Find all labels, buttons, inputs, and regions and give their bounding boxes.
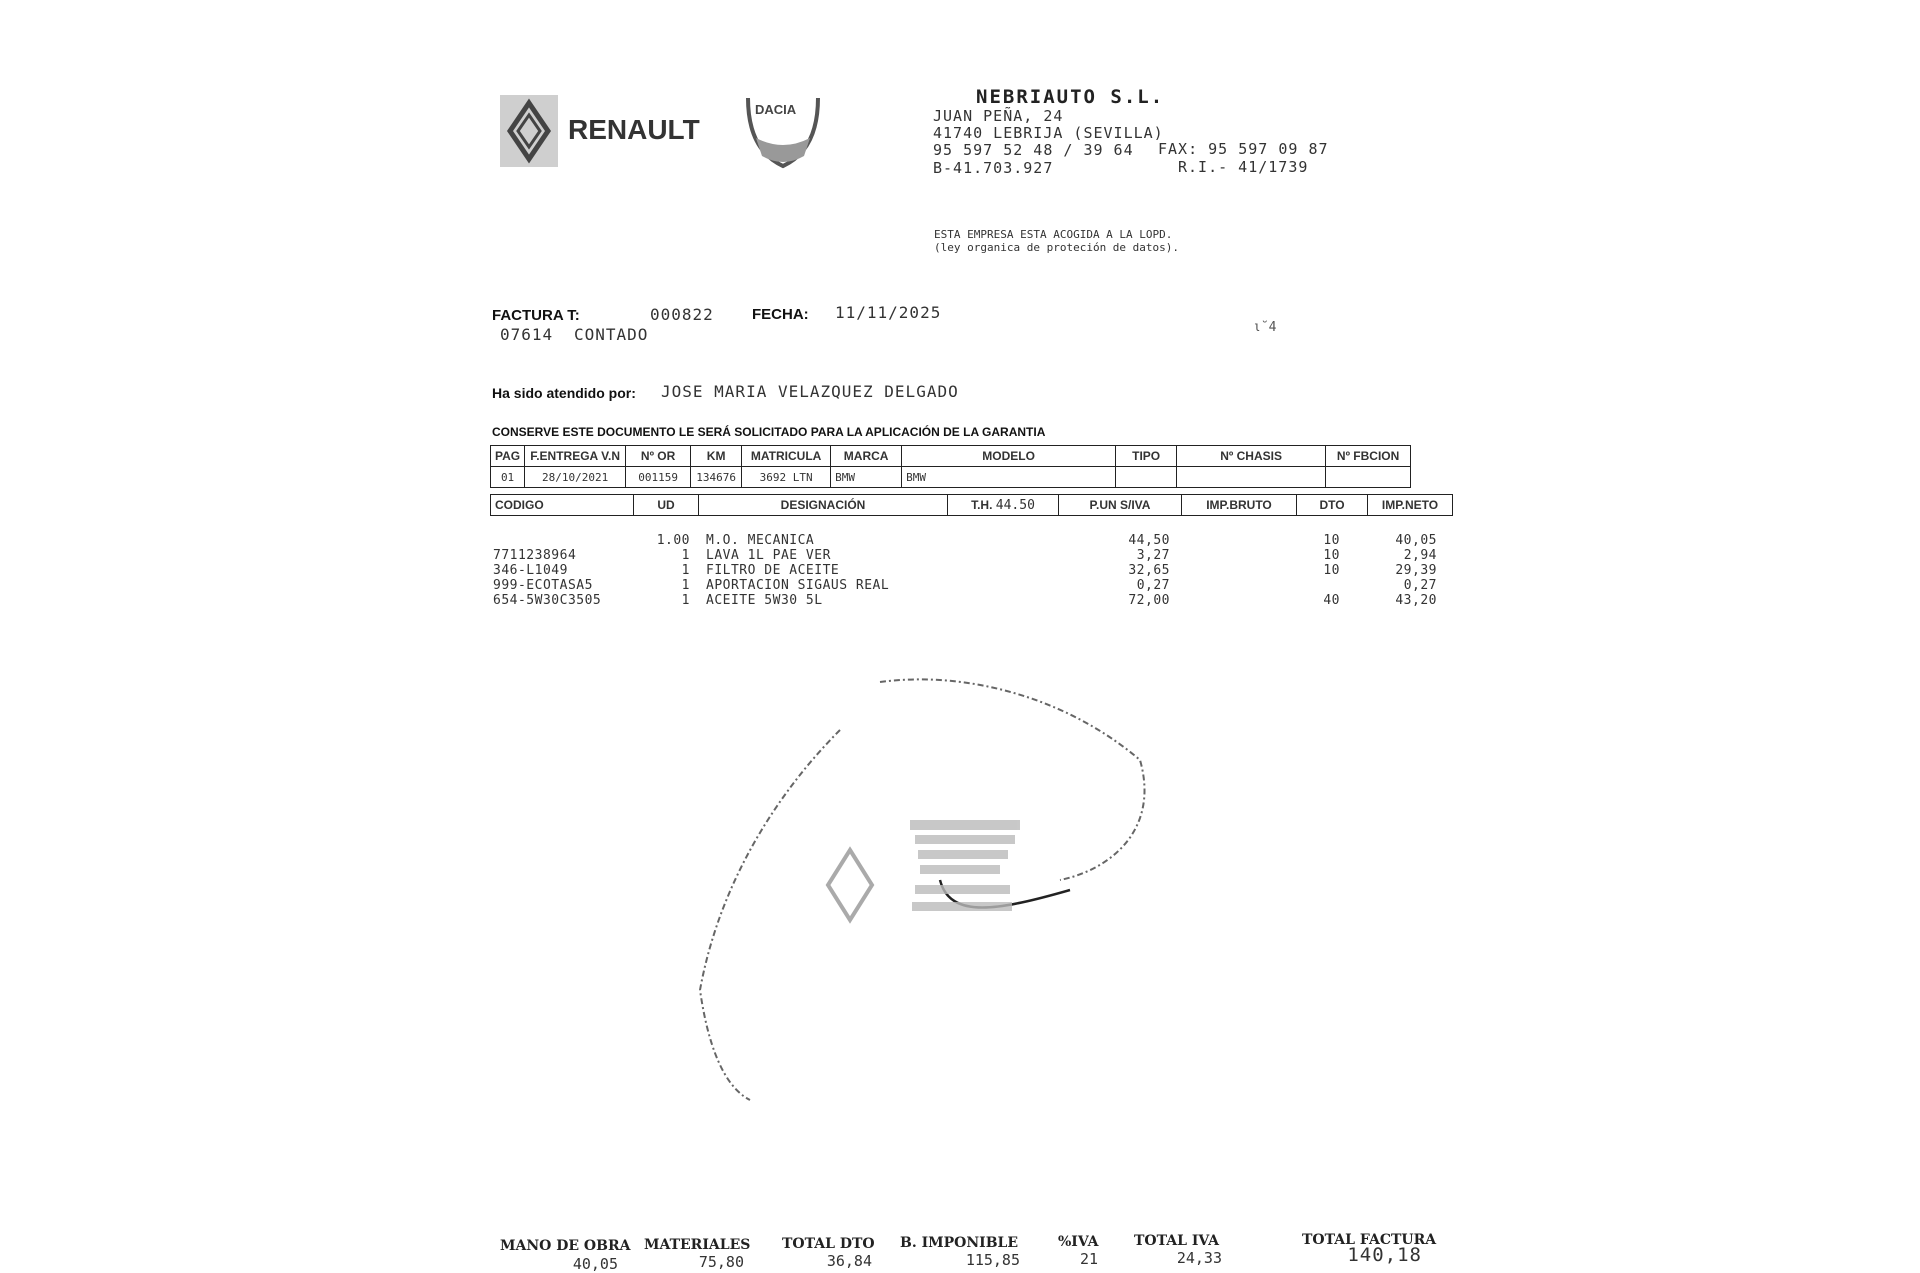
item-precio: 44,50	[1128, 533, 1170, 548]
header-tipo: TIPO	[1116, 446, 1177, 467]
item-precio: 72,00	[1128, 593, 1170, 608]
header-marca: MARCA	[831, 446, 902, 467]
fecha-label: FECHA:	[752, 306, 809, 323]
col-designacion: DESIGNACIÓN	[699, 495, 948, 516]
total-dto-value: 36,84	[826, 1252, 872, 1270]
header-chasis: Nº CHASIS	[1177, 446, 1326, 467]
company-name: NEBRIAUTO S.L.	[976, 86, 1165, 108]
header-matricula: MATRICULA	[742, 446, 831, 467]
payment-method: CONTADO	[574, 325, 649, 344]
total-iva-label: TOTAL IVA	[1134, 1233, 1220, 1249]
fecha-value: 11/11/2025	[835, 303, 942, 322]
item-neto: 43,20	[1395, 593, 1437, 608]
warranty-notice: CONSERVE ESTE DOCUMENTO LE SERÁ SOLICITADO PARA LA APLICACIÓN DE LA GARANTIA	[492, 425, 1046, 439]
item-dto: 10	[1323, 548, 1340, 563]
col-neto: IMP.NETO	[1368, 495, 1453, 516]
item-designacion: APORTACION SIGAUS REAL	[706, 578, 890, 593]
item-dto: 10	[1323, 533, 1340, 548]
col-th	[948, 495, 1059, 516]
item-precio: 3,27	[1136, 548, 1170, 563]
total-factura-value: 140,18	[1347, 1244, 1422, 1266]
item-designacion: ACEITE 5W30 5L	[706, 593, 823, 608]
row-or: 001159	[626, 467, 691, 488]
item-dto: 40	[1323, 593, 1340, 608]
company-phone: 95 597 52 48 / 39 64	[933, 141, 1134, 159]
col-th-value: 44.50	[995, 497, 1035, 513]
attended-label: Ha sido atendido por:	[492, 385, 636, 401]
base-imponible-label: B. IMPONIBLE	[900, 1235, 1019, 1251]
lopd-notice-line1: ESTA EMPRESA ESTA ACOGIDA A LA LOPD.	[934, 228, 1173, 241]
item-designacion: LAVA 1L PAE VER	[706, 548, 831, 563]
item-designacion: M.O. MECANICA	[706, 533, 815, 548]
header-pag: PAG	[491, 446, 525, 467]
item-codigo: 654-5W30C3505	[493, 593, 602, 608]
vehicle-info-table	[490, 445, 1411, 488]
col-codigo: CODIGO	[491, 495, 634, 516]
mano-obra-label: MANO DE OBRA	[500, 1238, 631, 1254]
col-ud: UD	[634, 495, 699, 516]
item-neto: 29,39	[1395, 563, 1437, 578]
item-ud: 1	[681, 578, 690, 593]
total-iva-value: 24,33	[1176, 1249, 1222, 1267]
row-matricula: 3692 LTN	[742, 467, 831, 488]
renault-logo	[500, 95, 558, 167]
item-ud: 1	[681, 548, 690, 563]
row-km: 134676	[691, 467, 742, 488]
item-codigo: 999-ECOTASA5	[493, 578, 593, 593]
item-neto: 0,27	[1403, 578, 1437, 593]
dacia-wordmark: DACIA	[755, 102, 797, 117]
item-dto: 10	[1323, 563, 1340, 578]
item-ud: 1.00	[656, 533, 690, 548]
stray-mark: ι˘4	[1253, 320, 1277, 335]
base-imponible-value: 115,85	[965, 1251, 1020, 1269]
factura-number: 000822	[650, 305, 714, 324]
row-chasis	[1177, 467, 1326, 488]
company-address: JUAN PEÑA, 24	[933, 107, 1064, 125]
company-cif: B-41.703.927	[933, 159, 1054, 177]
renault-wordmark: RENAULT	[568, 114, 700, 145]
item-designacion: FILTRO DE ACEITE	[706, 563, 840, 578]
iva-pct-label: %IVA	[1058, 1234, 1099, 1250]
row-marca: BMW	[831, 467, 902, 488]
header-fbcion: Nº FBCION	[1326, 446, 1411, 467]
client-code: 07614	[500, 325, 554, 344]
item-neto: 40,05	[1395, 533, 1437, 548]
iva-pct-value: 21	[1079, 1250, 1098, 1268]
lopd-notice-line2: (ley organica de proteción de datos).	[934, 241, 1180, 254]
header-entrega: F.ENTREGA V.N	[525, 446, 626, 467]
item-precio: 0,27	[1136, 578, 1170, 593]
col-pun: P.UN S/IVA	[1059, 495, 1182, 516]
attended-by: JOSE MARIA VELAZQUEZ DELGADO	[661, 382, 959, 401]
col-bruto: IMP.BRUTO	[1182, 495, 1297, 516]
renault-diamond-icon	[500, 95, 558, 167]
item-ud: 1	[681, 593, 690, 608]
col-th-label: T.H.	[971, 497, 993, 512]
header-or: Nº OR	[626, 446, 691, 467]
row-tipo	[1116, 467, 1177, 488]
header-km: KM	[691, 446, 742, 467]
item-neto: 2,94	[1403, 548, 1437, 563]
item-ud: 1	[681, 563, 690, 578]
company-ri: R.I.- 41/1739	[1178, 158, 1309, 176]
total-factura-label: TOTAL FACTURA	[1302, 1232, 1437, 1248]
row-modelo: BMW	[902, 467, 1116, 488]
materiales-label: MATERIALES	[644, 1237, 751, 1253]
factura-label: FACTURA T:	[492, 307, 580, 324]
item-precio: 32,65	[1128, 563, 1170, 578]
row-entrega: 28/10/2021	[525, 467, 626, 488]
materiales-value: 75,80	[698, 1253, 744, 1271]
items-header-table	[490, 494, 1453, 516]
col-dto: DTO	[1297, 495, 1368, 516]
item-codigo: 7711238964	[493, 548, 577, 563]
mano-obra-value: 40,05	[572, 1255, 618, 1273]
row-pag: 01	[491, 467, 525, 488]
company-fax: FAX: 95 597 09 87	[1158, 140, 1329, 158]
signature-stamp-icon	[640, 670, 1160, 1110]
row-fbcion	[1326, 467, 1411, 488]
header-modelo: MODELO	[902, 446, 1116, 467]
total-dto-label: TOTAL DTO	[782, 1236, 875, 1252]
company-city: 41740 LEBRIJA (SEVILLA)	[933, 124, 1164, 142]
item-codigo: 346-L1049	[493, 563, 568, 578]
